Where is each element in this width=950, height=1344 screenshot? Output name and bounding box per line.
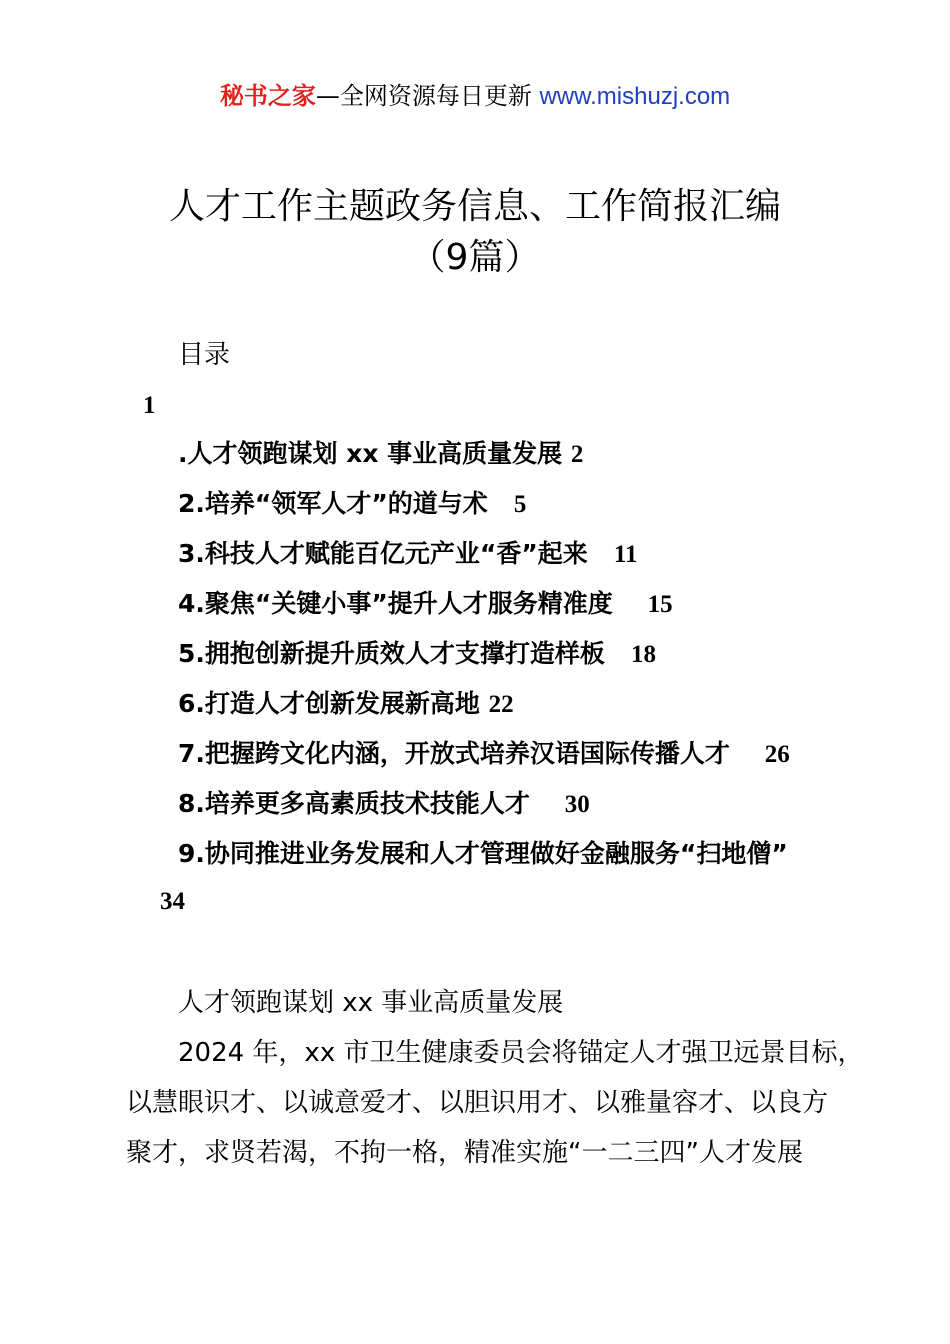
toc-item-page: 18 (631, 641, 657, 668)
article-paragraph-line: 以慧眼识才、以诚意爱才、以胆识用才、以雅量容才、以良方 (126, 1088, 829, 1118)
toc-item[interactable] (178, 638, 656, 671)
toc-item-page: 15 (647, 591, 673, 618)
toc-heading: 目录 (178, 340, 231, 370)
article-paragraph-line: 聚才，求贤若渴，不拘一格，精准实施“一二三四”人才发展 (126, 1138, 803, 1168)
site-header (0, 80, 950, 113)
toc-item-text: 9.协同推进业务发展和人才管理做好金融服务“扫地僧” (178, 839, 788, 868)
toc-item-text: 6.打造人才创新发展新高地 (178, 689, 480, 718)
document-title-count: （9篇） (409, 237, 541, 278)
toc-item[interactable] (178, 688, 514, 721)
toc-item-text: 5.拥抱创新提升质效人才支撑打造样板 (178, 639, 605, 668)
toc-item-page: 30 (564, 791, 590, 818)
toc-item-page: 2 (570, 441, 584, 468)
article-title: 人才领跑谋划 xx 事业高质量发展 (178, 988, 564, 1018)
toc-item-text: .人才领跑谋划 xx 事业高质量发展 (178, 439, 563, 468)
brand-name: 秘书之家 (219, 82, 316, 110)
toc-item[interactable] (178, 838, 788, 870)
toc-item[interactable] (178, 438, 583, 471)
article-paragraph-line: 2024 年，xx 市卫生健康委员会将锚定人才强卫远景目标， (178, 1038, 864, 1068)
toc-item-text: 2.培养“领军人才”的道与术 (178, 489, 488, 518)
toc-item[interactable] (178, 538, 638, 571)
toc-item[interactable] (178, 738, 790, 771)
toc-item-text: 3.科技人才赋能百亿元产业“香”起来 (178, 539, 588, 568)
toc-item-text: 7.把握跨文化内涵，开放式培养汉语国际传播人才 (178, 739, 730, 768)
toc-item[interactable] (178, 488, 526, 521)
site-url-link[interactable]: www.mishuzj.com (539, 83, 731, 110)
toc-item-page: 11 (613, 541, 638, 568)
toc-stray-number: 1 (143, 392, 156, 419)
document-title: 人才工作主题政务信息、工作简报汇编 (168, 186, 781, 227)
toc-item[interactable] (178, 588, 673, 621)
toc-item-page: 26 (764, 741, 790, 768)
header-tagline: —全网资源每日更新 (315, 82, 532, 110)
toc-item-page: 34 (160, 888, 185, 915)
toc-item[interactable] (178, 788, 590, 821)
toc-item-text: 4.聚焦“关键小事”提升人才服务精准度 (178, 589, 613, 618)
toc-item-page: 22 (488, 691, 514, 718)
toc-item-page: 5 (513, 491, 527, 518)
toc-item-text: 8.培养更多高素质技术技能人才 (178, 789, 530, 818)
